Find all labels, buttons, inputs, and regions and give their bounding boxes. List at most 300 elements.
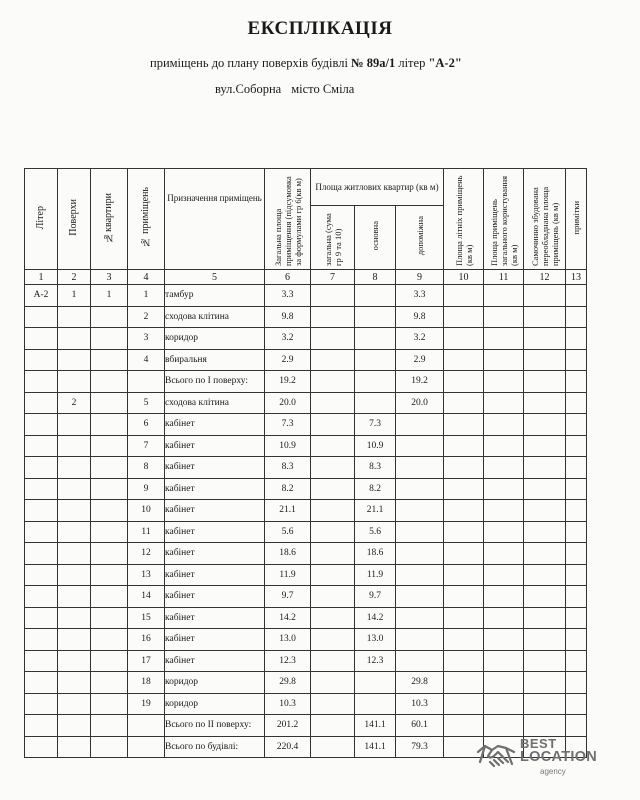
floor-cell: 1 — [58, 285, 91, 307]
unauthorized-area-cell — [524, 607, 566, 629]
living-aux-cell: 20.0 — [396, 392, 444, 414]
building-liter: "А-2" — [428, 56, 462, 70]
logo-line3: agency — [540, 767, 566, 776]
table-row — [25, 521, 587, 543]
summer-area-cell — [444, 543, 484, 565]
living-general-cell — [311, 306, 355, 328]
total-area-cell: 8.2 — [265, 478, 311, 500]
unauthorized-area-cell — [524, 457, 566, 479]
liter-cell — [25, 328, 58, 350]
summer-area-cell — [444, 607, 484, 629]
liter-cell — [25, 672, 58, 694]
street: вул.Соборна — [215, 82, 282, 96]
table-row — [25, 457, 587, 479]
header-room-number: № приміщень — [128, 169, 165, 270]
notes-cell — [566, 392, 587, 414]
living-aux-cell — [396, 543, 444, 565]
living-main-cell: 8.3 — [355, 457, 396, 479]
logo-line1: BEST — [520, 736, 557, 751]
document-subtitle — [150, 56, 462, 71]
total-area-cell: 2.9 — [265, 349, 311, 371]
header-living-main: основна — [355, 206, 396, 270]
living-general-cell — [311, 414, 355, 436]
handshake-icon — [476, 738, 516, 772]
living-aux-cell: 29.8 — [396, 672, 444, 694]
total-area-cell: 29.8 — [265, 672, 311, 694]
room-number-cell — [128, 371, 165, 393]
living-aux-cell — [396, 607, 444, 629]
living-aux-cell: 2.9 — [396, 349, 444, 371]
living-aux-cell: 60.1 — [396, 715, 444, 737]
header-summer-area: Площа літніх приміщень (кв м) — [444, 169, 484, 270]
living-main-cell: 10.9 — [355, 435, 396, 457]
liter-cell — [25, 586, 58, 608]
room-name-cell: кабінет — [165, 435, 265, 457]
notes-cell — [566, 672, 587, 694]
room-name-cell: Всього по I поверху: — [165, 371, 265, 393]
table-row — [25, 715, 587, 737]
apartment-cell — [91, 349, 128, 371]
living-general-cell — [311, 349, 355, 371]
room-name-cell: коридор — [165, 693, 265, 715]
room-number-cell: 11 — [128, 521, 165, 543]
column-number: 3 — [91, 270, 128, 285]
total-area-cell: 201.2 — [265, 715, 311, 737]
common-area-cell — [484, 435, 524, 457]
document-title: ЕКСПЛІКАЦІЯ — [247, 18, 393, 39]
living-aux-cell — [396, 629, 444, 651]
room-number-cell: 8 — [128, 457, 165, 479]
column-number: 4 — [128, 270, 165, 285]
living-main-cell — [355, 285, 396, 307]
column-number: 7 — [311, 270, 355, 285]
room-number-cell: 6 — [128, 414, 165, 436]
column-number: 10 — [444, 270, 484, 285]
floor-cell — [58, 328, 91, 350]
common-area-cell — [484, 586, 524, 608]
room-number-cell: 18 — [128, 672, 165, 694]
room-number-cell: 5 — [128, 392, 165, 414]
living-general-cell — [311, 457, 355, 479]
liter-cell — [25, 736, 58, 758]
living-aux-cell — [396, 650, 444, 672]
table-row — [25, 285, 587, 307]
room-name-cell: кабінет — [165, 629, 265, 651]
floor-cell — [58, 736, 91, 758]
apartment-cell — [91, 392, 128, 414]
notes-cell — [566, 607, 587, 629]
living-general-cell — [311, 564, 355, 586]
header-total-area: Загальна площа приміщення (підсумовка за формулами гр 6(кв м) — [265, 169, 311, 270]
column-number: 9 — [396, 270, 444, 285]
living-main-cell — [355, 349, 396, 371]
total-area-cell: 10.3 — [265, 693, 311, 715]
living-aux-cell — [396, 564, 444, 586]
summer-area-cell — [444, 715, 484, 737]
floor-cell — [58, 349, 91, 371]
living-main-cell: 14.2 — [355, 607, 396, 629]
room-name-cell: кабінет — [165, 564, 265, 586]
total-area-cell: 11.9 — [265, 564, 311, 586]
living-main-cell: 7.3 — [355, 414, 396, 436]
total-area-cell: 5.6 — [265, 521, 311, 543]
summer-area-cell — [444, 306, 484, 328]
living-general-cell — [311, 500, 355, 522]
explication-table — [24, 168, 587, 758]
room-number-cell: 4 — [128, 349, 165, 371]
common-area-cell — [484, 457, 524, 479]
liter-cell — [25, 478, 58, 500]
floor-cell: 2 — [58, 392, 91, 414]
total-area-cell: 14.2 — [265, 607, 311, 629]
table-row — [25, 371, 587, 393]
table-row — [25, 650, 587, 672]
city: місто Сміла — [291, 82, 355, 96]
floor-cell — [58, 693, 91, 715]
column-number: 6 — [265, 270, 311, 285]
unauthorized-area-cell — [524, 672, 566, 694]
room-number-cell: 9 — [128, 478, 165, 500]
apartment-cell — [91, 564, 128, 586]
summer-area-cell — [444, 371, 484, 393]
summer-area-cell — [444, 285, 484, 307]
living-aux-cell — [396, 521, 444, 543]
floor-cell — [58, 629, 91, 651]
room-number-cell: 15 — [128, 607, 165, 629]
column-number: 11 — [484, 270, 524, 285]
living-general-cell — [311, 392, 355, 414]
liter-cell — [25, 435, 58, 457]
room-name-cell: кабінет — [165, 500, 265, 522]
living-aux-cell: 19.2 — [396, 371, 444, 393]
apartment-cell: 1 — [91, 285, 128, 307]
total-area-cell: 19.2 — [265, 371, 311, 393]
room-name-cell: сходова клітина — [165, 392, 265, 414]
summer-area-cell — [444, 629, 484, 651]
notes-cell — [566, 500, 587, 522]
address — [215, 82, 354, 97]
room-number-cell — [128, 736, 165, 758]
column-number: 1 — [25, 270, 58, 285]
apartment-cell — [91, 586, 128, 608]
watermark-logo — [476, 734, 616, 784]
living-general-cell — [311, 478, 355, 500]
room-number-cell: 19 — [128, 693, 165, 715]
living-aux-cell — [396, 414, 444, 436]
unauthorized-area-cell — [524, 564, 566, 586]
apartment-cell — [91, 306, 128, 328]
floor-cell — [58, 371, 91, 393]
summer-area-cell — [444, 435, 484, 457]
common-area-cell — [484, 285, 524, 307]
unauthorized-area-cell — [524, 392, 566, 414]
notes-cell — [566, 715, 587, 737]
living-general-cell — [311, 672, 355, 694]
header-living-aux: допоміжна — [396, 206, 444, 270]
liter-cell — [25, 349, 58, 371]
floor-cell — [58, 543, 91, 565]
total-area-cell: 20.0 — [265, 392, 311, 414]
living-general-cell — [311, 607, 355, 629]
notes-cell — [566, 586, 587, 608]
living-main-cell — [355, 371, 396, 393]
living-aux-cell — [396, 435, 444, 457]
apartment-cell — [91, 607, 128, 629]
total-area-cell: 8.3 — [265, 457, 311, 479]
living-aux-cell — [396, 586, 444, 608]
notes-cell — [566, 285, 587, 307]
liter-cell — [25, 693, 58, 715]
notes-cell — [566, 693, 587, 715]
room-number-cell: 16 — [128, 629, 165, 651]
living-general-cell — [311, 586, 355, 608]
floor-cell — [58, 457, 91, 479]
summer-area-cell — [444, 500, 484, 522]
living-aux-cell: 10.3 — [396, 693, 444, 715]
table-row — [25, 629, 587, 651]
room-name-cell: тамбур — [165, 285, 265, 307]
notes-cell — [566, 564, 587, 586]
living-main-cell: 12.3 — [355, 650, 396, 672]
apartment-cell — [91, 457, 128, 479]
header-living-area-group: Площа житлових квартир (кв м) — [311, 169, 444, 206]
room-number-cell: 17 — [128, 650, 165, 672]
room-number-cell: 7 — [128, 435, 165, 457]
unauthorized-area-cell — [524, 629, 566, 651]
room-name-cell: кабінет — [165, 414, 265, 436]
summer-area-cell — [444, 457, 484, 479]
living-main-cell — [355, 328, 396, 350]
living-general-cell — [311, 285, 355, 307]
unauthorized-area-cell — [524, 586, 566, 608]
room-name-cell: Всього по II поверху: — [165, 715, 265, 737]
column-number: 8 — [355, 270, 396, 285]
liter-cell — [25, 392, 58, 414]
subtitle-mid: літер — [398, 56, 426, 70]
room-name-cell: вбиральня — [165, 349, 265, 371]
liter-cell — [25, 306, 58, 328]
table-row — [25, 435, 587, 457]
table-row — [25, 607, 587, 629]
total-area-cell: 9.8 — [265, 306, 311, 328]
living-aux-cell: 79.3 — [396, 736, 444, 758]
unauthorized-area-cell — [524, 435, 566, 457]
total-area-cell: 3.3 — [265, 285, 311, 307]
liter-cell — [25, 629, 58, 651]
table-row — [25, 543, 587, 565]
apartment-cell — [91, 478, 128, 500]
common-area-cell — [484, 629, 524, 651]
total-area-cell: 18.6 — [265, 543, 311, 565]
living-main-cell: 13.0 — [355, 629, 396, 651]
living-general-cell — [311, 543, 355, 565]
summer-area-cell — [444, 414, 484, 436]
common-area-cell — [484, 650, 524, 672]
table-body — [25, 285, 587, 758]
unauthorized-area-cell — [524, 715, 566, 737]
liter-cell — [25, 457, 58, 479]
unauthorized-area-cell — [524, 349, 566, 371]
table-row — [25, 672, 587, 694]
living-main-cell: 9.7 — [355, 586, 396, 608]
total-area-cell: 13.0 — [265, 629, 311, 651]
unauthorized-area-cell — [524, 371, 566, 393]
apartment-cell — [91, 543, 128, 565]
room-name-cell: кабінет — [165, 607, 265, 629]
floor-cell — [58, 586, 91, 608]
living-main-cell — [355, 392, 396, 414]
header-floors: Поверхи — [58, 169, 91, 270]
liter-cell — [25, 543, 58, 565]
apartment-cell — [91, 736, 128, 758]
common-area-cell — [484, 478, 524, 500]
unauthorized-area-cell — [524, 285, 566, 307]
floor-cell — [58, 414, 91, 436]
liter-cell — [25, 650, 58, 672]
total-area-cell: 21.1 — [265, 500, 311, 522]
common-area-cell — [484, 349, 524, 371]
common-area-cell — [484, 693, 524, 715]
table-row — [25, 392, 587, 414]
apartment-cell — [91, 672, 128, 694]
unauthorized-area-cell — [524, 500, 566, 522]
logo-line2: LOCATION — [520, 749, 598, 765]
floor-cell — [58, 521, 91, 543]
unauthorized-area-cell — [524, 414, 566, 436]
common-area-cell — [484, 500, 524, 522]
header-notes: примітки — [566, 169, 587, 270]
room-name-cell: коридор — [165, 328, 265, 350]
notes-cell — [566, 414, 587, 436]
living-aux-cell: 9.8 — [396, 306, 444, 328]
room-name-cell: кабінет — [165, 521, 265, 543]
room-name-cell: кабінет — [165, 457, 265, 479]
living-general-cell — [311, 328, 355, 350]
room-number-cell — [128, 715, 165, 737]
unauthorized-area-cell — [524, 306, 566, 328]
unauthorized-area-cell — [524, 650, 566, 672]
room-name-cell: сходова клітина — [165, 306, 265, 328]
common-area-cell — [484, 672, 524, 694]
table-row — [25, 693, 587, 715]
liter-cell — [25, 607, 58, 629]
common-area-cell — [484, 328, 524, 350]
column-number: 13 — [566, 270, 587, 285]
summer-area-cell — [444, 478, 484, 500]
table-row — [25, 500, 587, 522]
liter-cell — [25, 564, 58, 586]
common-area-cell — [484, 543, 524, 565]
common-area-cell — [484, 371, 524, 393]
summer-area-cell — [444, 650, 484, 672]
summer-area-cell — [444, 672, 484, 694]
column-numbers-row — [25, 270, 587, 285]
notes-cell — [566, 521, 587, 543]
total-area-cell: 9.7 — [265, 586, 311, 608]
living-general-cell — [311, 371, 355, 393]
room-number-cell: 10 — [128, 500, 165, 522]
table-row — [25, 478, 587, 500]
table-row — [25, 586, 587, 608]
common-area-cell — [484, 715, 524, 737]
total-area-cell: 220.4 — [265, 736, 311, 758]
apartment-cell — [91, 693, 128, 715]
floor-cell — [58, 650, 91, 672]
living-main-cell: 18.6 — [355, 543, 396, 565]
common-area-cell — [484, 392, 524, 414]
room-number-cell: 12 — [128, 543, 165, 565]
notes-cell — [566, 328, 587, 350]
total-area-cell: 12.3 — [265, 650, 311, 672]
living-general-cell — [311, 629, 355, 651]
header-apartment: №квартири — [91, 169, 128, 270]
apartment-cell — [91, 328, 128, 350]
apartment-cell — [91, 715, 128, 737]
total-area-cell: 10.9 — [265, 435, 311, 457]
living-aux-cell — [396, 457, 444, 479]
apartment-cell — [91, 371, 128, 393]
living-general-cell — [311, 693, 355, 715]
header-unauthorized-area: Самочинно збудована переобладнана площа приміщень (кв м) — [524, 169, 566, 270]
living-main-cell: 21.1 — [355, 500, 396, 522]
room-name-cell: кабінет — [165, 478, 265, 500]
floor-cell — [58, 607, 91, 629]
floor-cell — [58, 478, 91, 500]
apartment-cell — [91, 435, 128, 457]
living-main-cell: 11.9 — [355, 564, 396, 586]
notes-cell — [566, 543, 587, 565]
total-area-cell: 3.2 — [265, 328, 311, 350]
living-general-cell — [311, 521, 355, 543]
living-general-cell — [311, 650, 355, 672]
living-main-cell: 5.6 — [355, 521, 396, 543]
common-area-cell — [484, 521, 524, 543]
living-main-cell: 8.2 — [355, 478, 396, 500]
building-number: № 89а/1 — [351, 56, 396, 70]
living-aux-cell: 3.2 — [396, 328, 444, 350]
room-name-cell: кабінет — [165, 650, 265, 672]
column-number: 2 — [58, 270, 91, 285]
room-number-cell: 13 — [128, 564, 165, 586]
notes-cell — [566, 435, 587, 457]
common-area-cell — [484, 306, 524, 328]
summer-area-cell — [444, 392, 484, 414]
living-aux-cell — [396, 500, 444, 522]
room-name-cell: коридор — [165, 672, 265, 694]
floor-cell — [58, 715, 91, 737]
living-main-cell: 141.1 — [355, 715, 396, 737]
common-area-cell — [484, 607, 524, 629]
apartment-cell — [91, 629, 128, 651]
living-general-cell — [311, 736, 355, 758]
header-room-purpose: Призначення приміщень — [165, 169, 265, 270]
summer-area-cell — [444, 586, 484, 608]
notes-cell — [566, 478, 587, 500]
unauthorized-area-cell — [524, 328, 566, 350]
table-row — [25, 414, 587, 436]
common-area-cell — [484, 564, 524, 586]
table-row — [25, 564, 587, 586]
liter-cell — [25, 371, 58, 393]
room-number-cell: 14 — [128, 586, 165, 608]
notes-cell — [566, 306, 587, 328]
notes-cell — [566, 629, 587, 651]
table-row — [25, 306, 587, 328]
living-aux-cell: 3.3 — [396, 285, 444, 307]
apartment-cell — [91, 650, 128, 672]
room-number-cell: 3 — [128, 328, 165, 350]
apartment-cell — [91, 414, 128, 436]
